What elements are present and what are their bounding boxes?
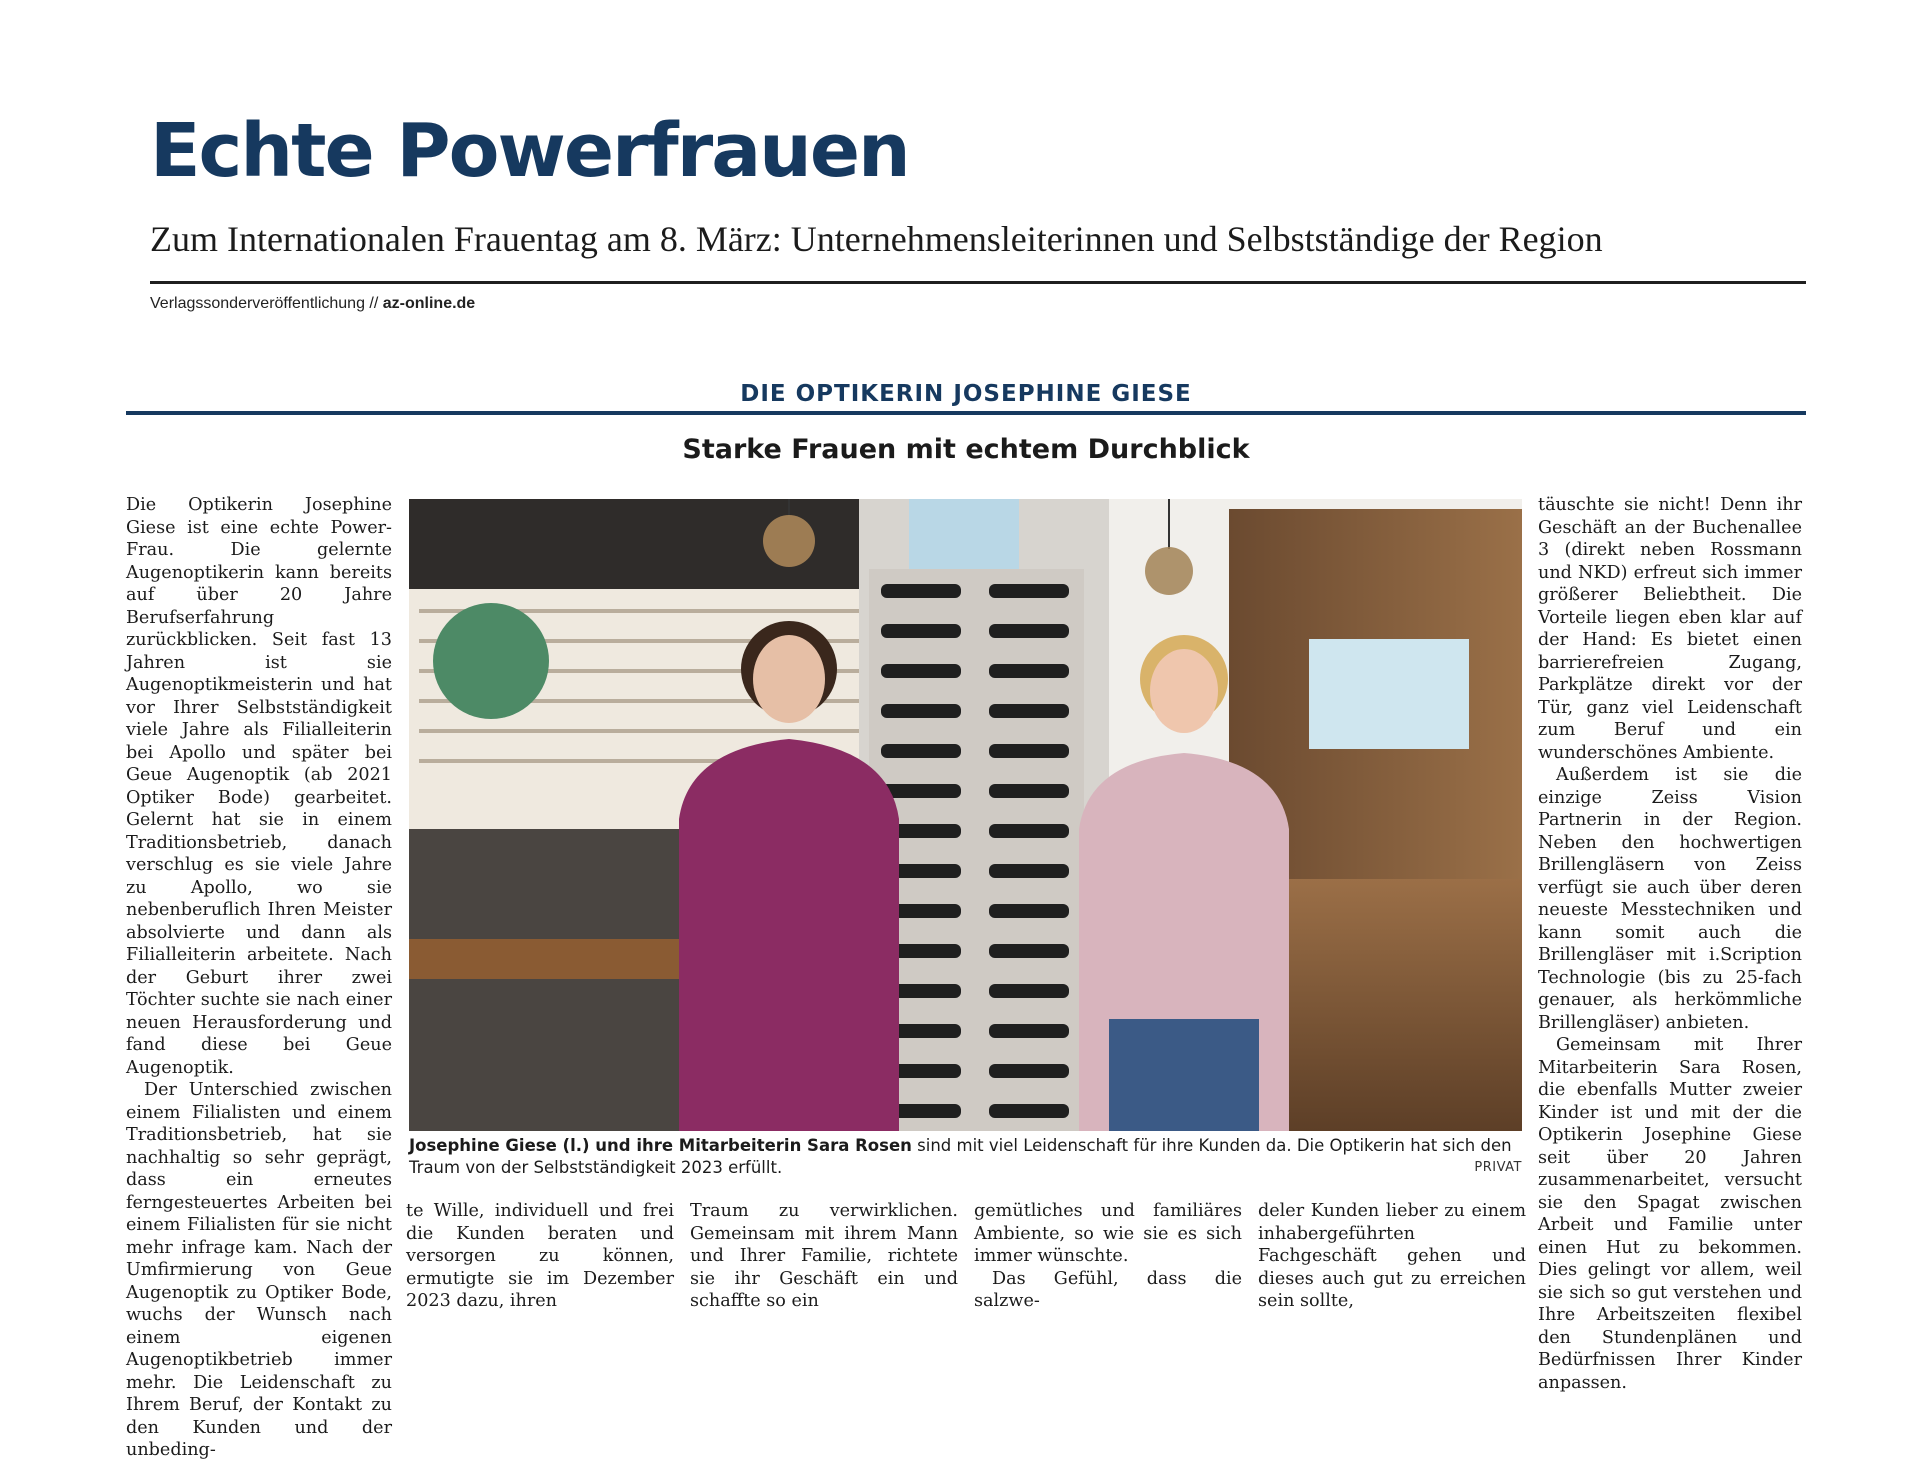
publication-note — [150, 295, 475, 313]
article-kicker: DIE OPTIKERIN JOSEPHINE GIESE — [740, 381, 1192, 407]
article-column-6 — [1538, 494, 1802, 1393]
article-column-4 — [974, 1200, 1242, 1311]
photo-caption — [409, 1135, 1522, 1179]
caption-text: sind mit viel Leidenschaft für ihre Kunden da. Die Optikerin hat sich den Traum von der Selbstständigkeit 2023 erfüllt. — [409, 1136, 1512, 1177]
paragraph: gemütliches und familiäres Ambiente, so wie sie es sich immer wünschte. — [974, 1201, 1242, 1266]
caption-names: Josephine Giese (l.) und ihre Mitarbeiterin Sara Rosen — [409, 1136, 912, 1155]
photo-credit: PRIVAT — [1474, 1160, 1522, 1175]
paragraph: täuschte sie nicht! Denn ihr Geschäft an der Buchenallee 3 (direkt neben Rossmann und NKD) erfreut sich immer größerer Beliebtheit. Die Vorteile liegen eben klar auf der Hand: Es bietet einen barrierefreien Zugang, Parkplätze direkt vor der Tür, ganz viel Leidenschaft zum Beruf und ein wunderschönes Ambiente. — [1538, 495, 1802, 763]
paragraph: Die Optikerin Josephine Giese ist eine echte Power-Frau. Die gelernte Augenoptikerin kann bereits auf über 20 Jahre Berufserfahrung zurückblicken. Seit fast 13 Jahren ist sie Augenoptikmeisterin und hat vor Ihrer Selbstständigkeit viele Jahre als Filialleiterin bei Apollo und später bei Geue Augenoptik (ab 2021 Optiker Bode) gearbeitet. Gelernt hat sie in einem Traditionsbetrieb, danach verschlug es sie viele Jahre zu Apollo, wo sie nebenberuflich Ihren Meister absolvierte und dann als Filialleiterin arbeitete. Nach der Geburt ihrer zwei Töchter suchte sie nach einer neuen Herausforderung und fand diese bei Geue Augenoptik. — [126, 495, 392, 1078]
paragraph: Gemeinsam mit Ihrer Mitarbeiterin Sara Rosen, die ebenfalls Mutter zweier Kinder ist und mit der die Optikerin Josephine Giese seit über 20 Jahren zusammenarbeitet, versucht sie den Spagat zwischen Arbeit und Familie unter einen Hut zu bekommen. Dies gelingt vor allem, weil sie sich so gut verstehen und Ihre Arbeitszeiten flexibel den Stundenplänen und Bedürfnissen Ihrer Kinder anpassen. — [1538, 1035, 1802, 1393]
publication-note-label: Verlagssonderveröffentlichung // — [150, 295, 379, 312]
paragraph: Außerdem ist sie die einzige Zeiss Vision Partnerin in der Region. Neben den hochwertigen Brillengläsern von Zeiss verfügt sie auch über deren neueste Messtechniken und kann somit auch die Brillengläser mit i.Scription Technologie (bis zu 25-fach genauer, als herkömmliche Brillengläser) anbieten. — [1538, 765, 1802, 1033]
publication-site: az-online.de — [382, 295, 476, 312]
subline: Zum Internationalen Frauentag am 8. März: Unternehmensleiterinnen und Selbstständige der Region — [150, 219, 1603, 259]
kicker-rule — [126, 411, 1806, 415]
article-column-5 — [1258, 1200, 1526, 1311]
paragraph: Traum zu verwirklichen. Gemeinsam mit ihrem Mann und Ihrer Familie, richtete sie ihr Geschäft ein und schaffte so ein — [690, 1201, 958, 1311]
paragraph: Der Unterschied zwischen einem Filialisten und einem Traditionsbetrieb, hat sie nachhaltig so sehr geprägt, dass ein erneutes ferngesteuertes Arbeiten bei einem Filialisten für sie nicht mehr infrage kam. Nach der Umfirmierung von Geue Augenoptik zu Optiker Bode, wuchs der Wunsch nach einem eigenen Augenoptikbetrieb immer mehr. Die Leidenschaft zu Ihrem Beruf, der Kontakt zu den Kunden und der unbeding- — [126, 1080, 392, 1460]
paragraph: deler Kunden lieber zu einem inhabergeführten Fachgeschäft gehen und dieses auch gut zu erreichen sein sollte, — [1258, 1201, 1526, 1311]
eyewear-display-rack — [869, 499, 1084, 1131]
headline: Echte Powerfrauen — [150, 108, 909, 194]
header-rule — [150, 281, 1806, 284]
article-column-3 — [690, 1200, 958, 1311]
article-column-1 — [126, 494, 392, 1460]
photo-illustration — [409, 499, 1522, 1131]
article-column-2 — [406, 1200, 674, 1311]
article-title: Starke Frauen mit echtem Durchblick — [682, 434, 1250, 465]
article-photo — [409, 499, 1522, 1131]
paragraph: Das Gefühl, dass die salzwe- — [974, 1268, 1242, 1311]
paragraph: te Wille, individuell und frei die Kunden beraten und versorgen zu können, ermutigte sie im Dezember 2023 dazu, ihren — [406, 1201, 674, 1311]
